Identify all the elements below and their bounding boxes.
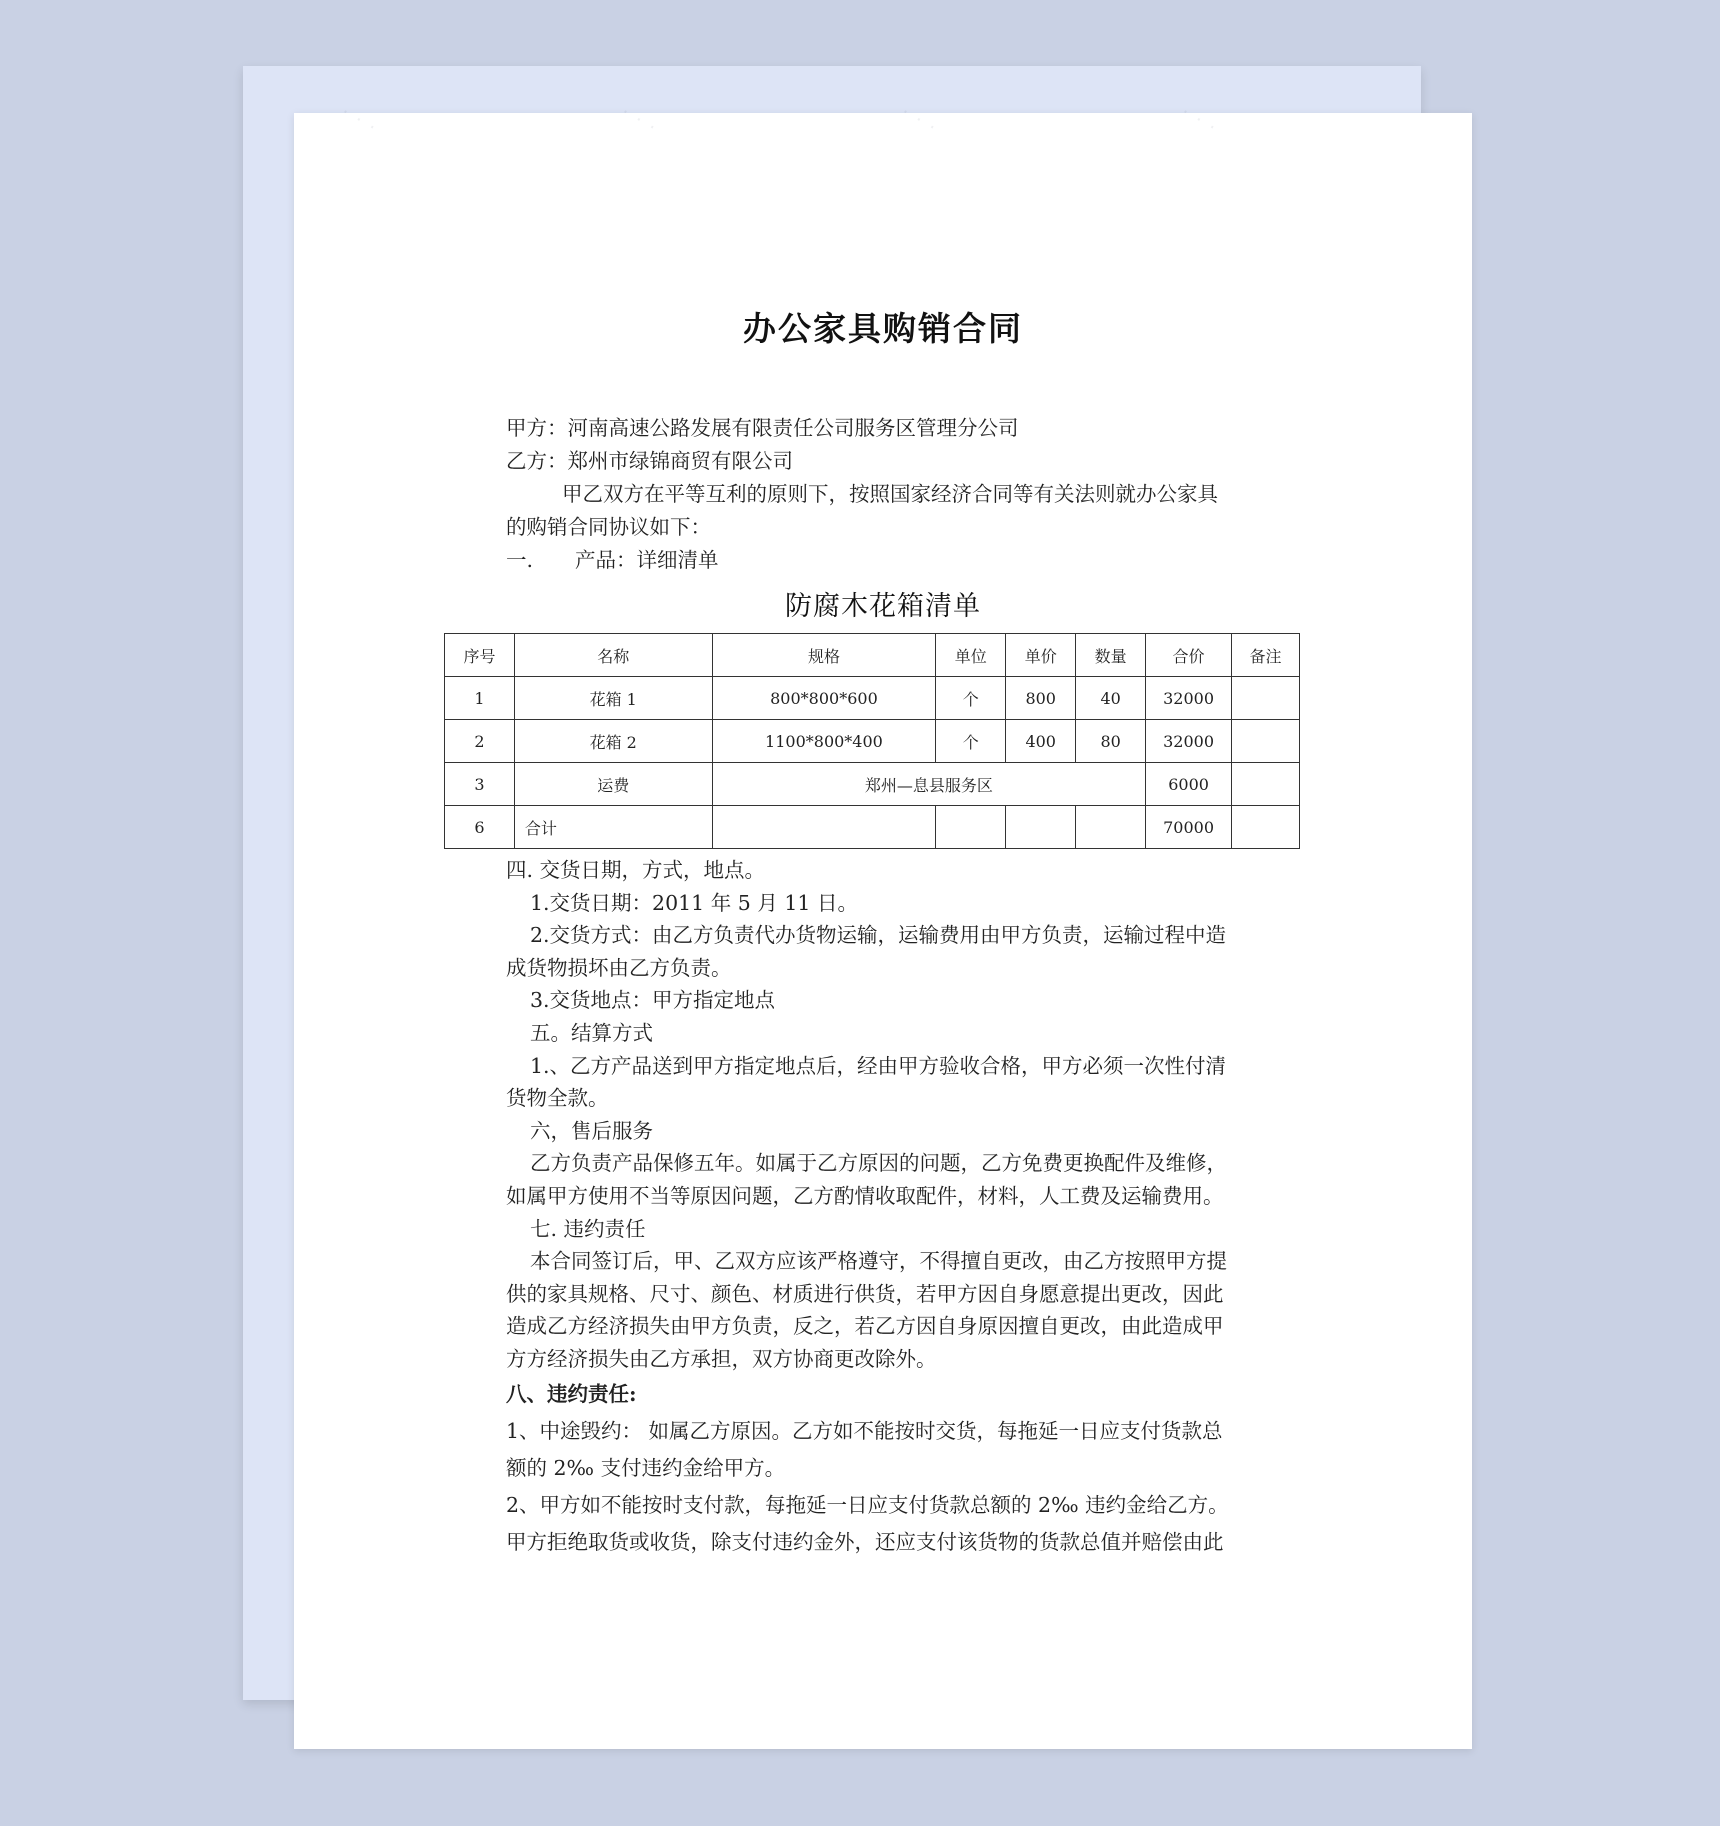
cell-name: 花箱 2 bbox=[514, 720, 712, 763]
s4-item-2b: 成货物损坏由乙方负责。 bbox=[506, 955, 732, 980]
cell-spec: 800*800*600 bbox=[712, 677, 936, 720]
header-qty: 数量 bbox=[1076, 634, 1146, 677]
section-1-text: 产品：详细清单 bbox=[575, 548, 719, 572]
contract-terms bbox=[506, 854, 1264, 1561]
cell-note bbox=[1232, 720, 1300, 763]
cell-name: 花箱 1 bbox=[514, 677, 712, 720]
table-row-freight bbox=[445, 763, 1300, 806]
s7-line-a: 本合同签订后，甲、乙双方应该严格遵守，不得擅自更改，由乙方按照甲方提 bbox=[530, 1249, 1227, 1274]
cell-qty: 80 bbox=[1076, 720, 1146, 763]
header-total: 合价 bbox=[1146, 634, 1232, 677]
cell-unit: 个 bbox=[936, 720, 1006, 763]
party-b: 乙方：郑州市绿锦商贸有限公司 bbox=[506, 449, 793, 473]
section-1-heading bbox=[506, 544, 1264, 577]
cell-name: 运费 bbox=[514, 763, 712, 806]
cell-total: 32000 bbox=[1146, 677, 1232, 720]
s7-line-c: 造成乙方经济损失由甲方负责，反之，若乙方因自身原因擅自更改，由此造成甲 bbox=[506, 1314, 1224, 1339]
table-title: 防腐木花箱清单 bbox=[785, 591, 981, 622]
cell-total: 32000 bbox=[1146, 720, 1232, 763]
cell-total: 70000 bbox=[1146, 806, 1232, 849]
header-note: 备注 bbox=[1232, 634, 1300, 677]
cell-price: 400 bbox=[1006, 720, 1076, 763]
intro-line-1: 甲乙双方在平等互利的原则下，按照国家经济合同等有关法则就办公家具 bbox=[562, 482, 1218, 506]
cell-empty bbox=[936, 806, 1006, 849]
cell-no: 2 bbox=[445, 720, 515, 763]
header-price: 单价 bbox=[1006, 634, 1076, 677]
s5-title: 五。结算方式 bbox=[530, 1020, 653, 1045]
s6-line-b: 如属甲方使用不当等原因问题，乙方酌情收取配件，材料，人工费及运输费用。 bbox=[506, 1183, 1224, 1208]
cell-note bbox=[1232, 806, 1300, 849]
header-name: 名称 bbox=[514, 634, 712, 677]
cell-no: 3 bbox=[445, 763, 515, 806]
s7-line-b: 供的家具规格、尺寸、颜色、材质进行供货，若甲方因自身愿意提出更改，因此 bbox=[506, 1281, 1224, 1306]
party-a: 甲方：河南高速公路发展有限责任公司服务区管理分公司 bbox=[506, 416, 1019, 440]
cell-empty bbox=[1006, 806, 1076, 849]
s8-item-1a: 1、中途毁约： 如属乙方原因。乙方如不能按时交货，每拖延一日应支付货款总 bbox=[506, 1418, 1223, 1443]
cell-route: 郑州—息县服务区 bbox=[712, 763, 1146, 806]
product-table bbox=[444, 633, 1300, 849]
table-header-row bbox=[445, 634, 1300, 677]
document-title: 办公家具购销合同 bbox=[743, 309, 1023, 348]
cell-name: 合计 bbox=[514, 806, 712, 849]
s4-title: 四. 交货日期，方式，地点。 bbox=[506, 858, 766, 882]
s4-item-2a: 2.交货方式：由乙方负责代办货物运输，运输费用由甲方负责，运输过程中造 bbox=[530, 923, 1227, 948]
table-row-sum bbox=[445, 806, 1300, 849]
s8-item-1b: 额的 2‰ 支付违约金给甲方。 bbox=[506, 1455, 786, 1480]
cell-empty bbox=[712, 806, 936, 849]
section-1-number: 一. bbox=[506, 548, 534, 572]
document-page bbox=[294, 113, 1472, 1749]
s6-line-a: 乙方负责产品保修五年。如属于乙方原因的问题，乙方免费更换配件及维修， bbox=[530, 1151, 1227, 1176]
s5-item-1b: 货物全款。 bbox=[506, 1086, 609, 1111]
s8-item-2b: 甲方拒绝取货或收货，除支付违约金外，还应支付该货物的货款总值并赔偿由此 bbox=[506, 1529, 1224, 1554]
s8-title: 八、违约责任: bbox=[506, 1381, 637, 1406]
intro-line-2: 的购销合同协议如下： bbox=[506, 515, 711, 539]
cell-price: 800 bbox=[1006, 677, 1076, 720]
s4-item-3: 3.交货地点：甲方指定地点 bbox=[530, 988, 776, 1013]
s7-line-d: 方方经济损失由乙方承担，双方协商更改除外。 bbox=[506, 1346, 937, 1371]
header-no: 序号 bbox=[445, 634, 515, 677]
cell-spec: 1100*800*400 bbox=[712, 720, 936, 763]
header-spec: 规格 bbox=[712, 634, 936, 677]
cell-total: 6000 bbox=[1146, 763, 1232, 806]
s5-item-1a: 1.、乙方产品送到甲方指定地点后，经由甲方验收合格，甲方必须一次性付清 bbox=[530, 1053, 1227, 1078]
cell-note bbox=[1232, 763, 1300, 806]
cell-empty bbox=[1076, 806, 1146, 849]
cell-qty: 40 bbox=[1076, 677, 1146, 720]
s8-item-2a: 2、甲方如不能按时支付款，每拖延一日应支付货款总额的 2‰ 违约金给乙方。 bbox=[506, 1492, 1229, 1517]
table-row bbox=[445, 720, 1300, 763]
cell-note bbox=[1232, 677, 1300, 720]
cell-no: 6 bbox=[445, 806, 515, 849]
contract-intro bbox=[506, 412, 1264, 577]
cell-unit: 个 bbox=[936, 677, 1006, 720]
header-unit: 单位 bbox=[936, 634, 1006, 677]
cell-no: 1 bbox=[445, 677, 515, 720]
s7-title: 七. 违约责任 bbox=[530, 1216, 646, 1241]
s4-item-1: 1.交货日期：2011 年 5 月 11 日。 bbox=[530, 890, 858, 915]
s6-title: 六，售后服务 bbox=[530, 1118, 653, 1143]
table-row bbox=[445, 677, 1300, 720]
